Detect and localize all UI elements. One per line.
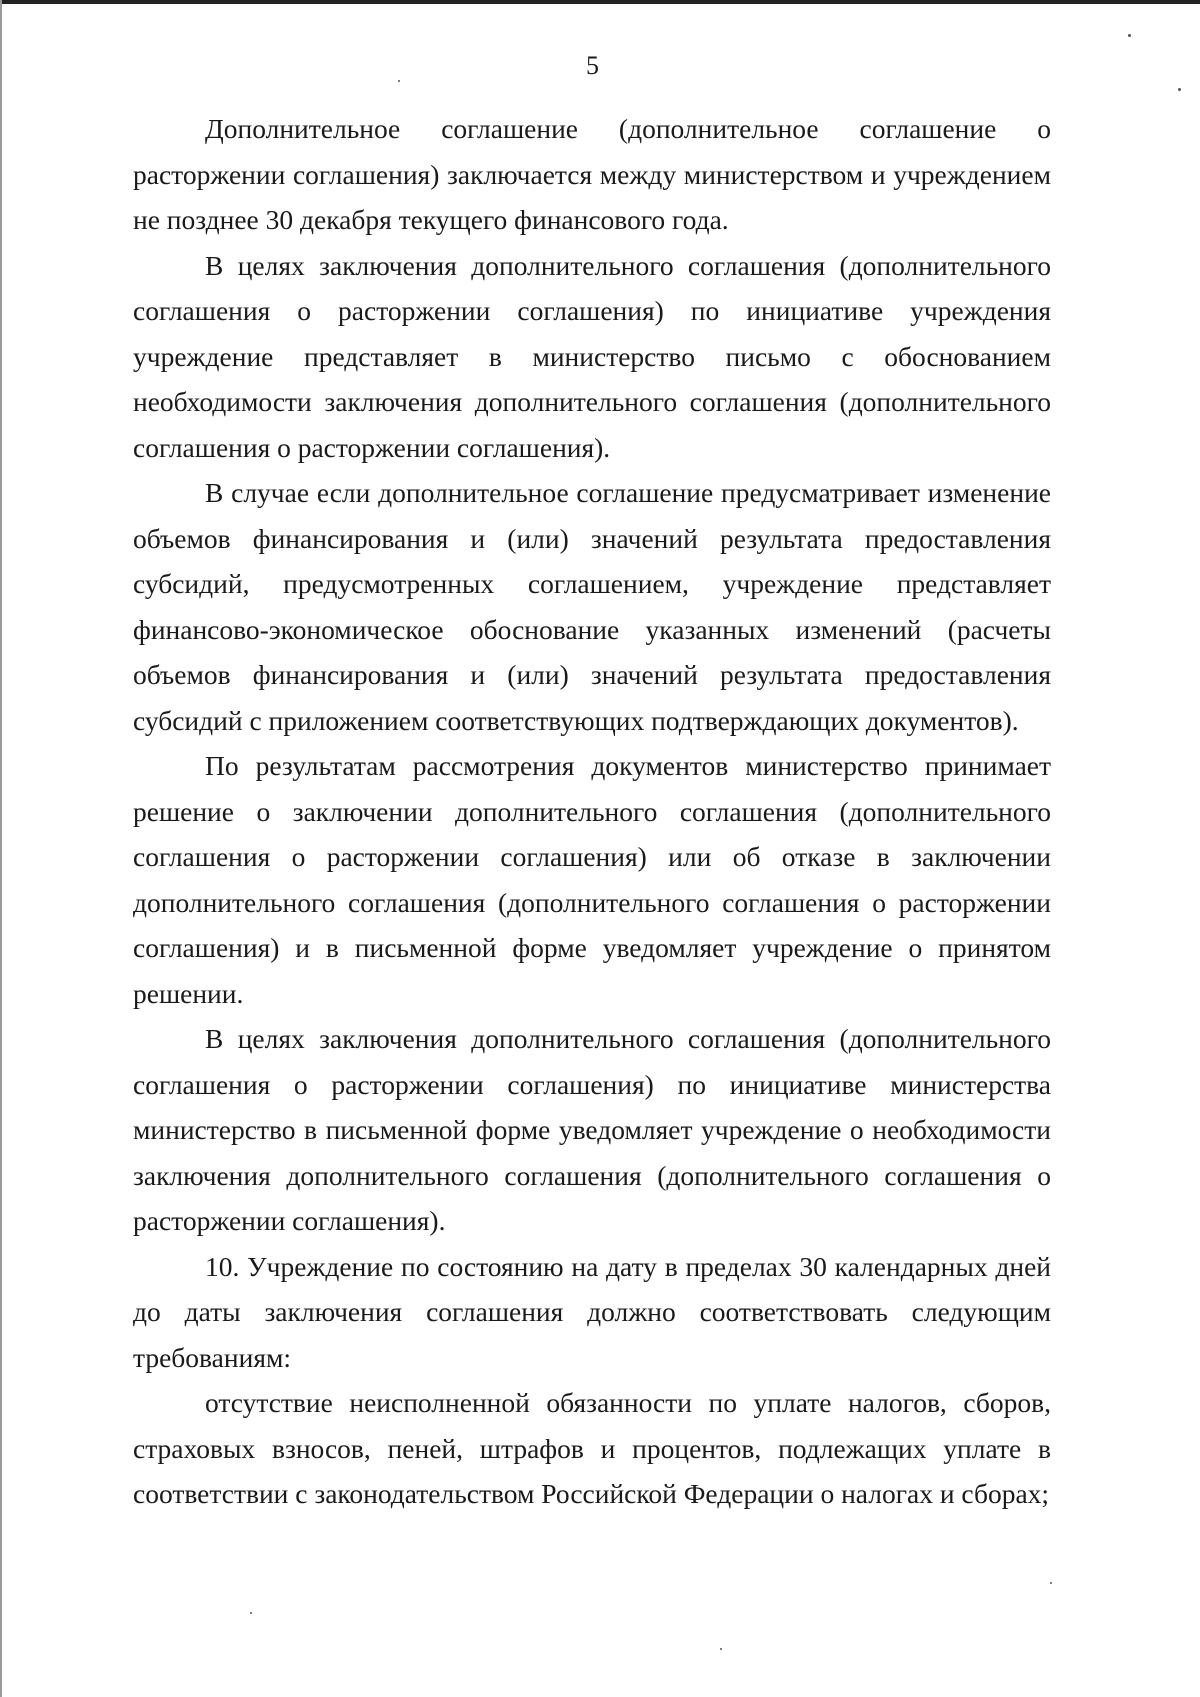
page-number: 5 (586, 51, 599, 80)
scan-speck (720, 1648, 722, 1650)
scan-left-edge (0, 0, 2, 1697)
document-body (133, 106, 1051, 1517)
scan-speck (1050, 1582, 1052, 1584)
paragraph-item-10-requirements: 10. Учреждение по состоянию на дату в пределах 30 календарных дней до даты заключения соглашения должно соответствовать следующим требованиям: (133, 1250, 1051, 1373)
scan-speck (250, 1612, 252, 1614)
scan-speck (398, 80, 400, 82)
scan-top-edge (0, 0, 1200, 4)
paragraph-ministry-initiative: В целях заключения дополнительного соглашения (дополнительного соглашения о расторжении соглашения) по инициативе министерства министерство в письменной форме уведомляет учреждение о необходимости заключения дополнительного соглашения (дополнительного соглашения о расторжении соглашения). (133, 1023, 1051, 1236)
scan-speck (1128, 34, 1131, 37)
scan-speck (1178, 88, 1181, 91)
paragraph-ministry-decision: По результатам рассмотрения документов министерство принимает решение о заключении дополнительного соглашения (дополнительного соглашения о расторжении соглашения) или об отказе в заключении дополнительного соглашения (дополнительного соглашения о расторжении соглашения) и в письменной форме уведомляет учреждение о принятом решении. (133, 750, 1051, 1009)
paragraph-institution-initiative: В целях заключения дополнительного соглашения (дополнительного соглашения о расторжении соглашения) по инициативе учреждения учреждение представляет в министерство письмо с обоснованием необходимости заключения дополнительного соглашения (дополнительного соглашения о расторжении соглашения). (133, 249, 1051, 463)
paragraph-financing-change-justification: В случае если дополнительное соглашение предусматривает изменение объемов финансирования и (или) значений результата предоставления субсидий, предусмотренных соглашением, учреждение представляет финансово-экономическое обоснование указанных изменений (расчеты объемов финансирования и (или) значений результата предоставления субсидий с приложением соответствующих подтверждающих документов). (133, 477, 1051, 736)
paragraph-tax-arrears-requirement: отсутствие неисполненной обязанности по уплате налогов, сборов, страховых взносов, пеней, штрафов и процентов, подлежащих уплате в соответствии с законодательством Российской Федерации о налогах и сборах; (133, 1387, 1051, 1509)
paragraph-additional-agreement-deadline: Дополнительное соглашение (дополнительное соглашение о расторжении соглашения) заключается между министерством и учреждением не позднее 30 декабря текущего финансового года. (133, 113, 1051, 235)
